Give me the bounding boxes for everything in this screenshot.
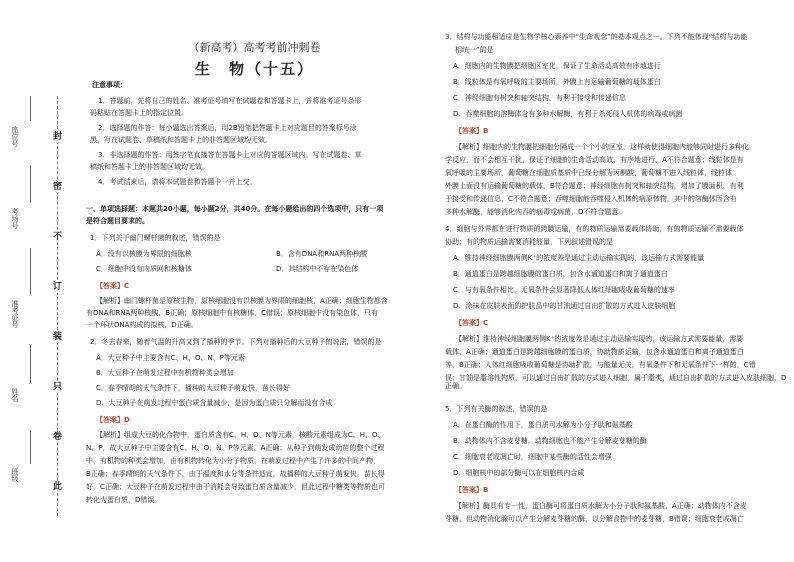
question-stem: 相统一”的是 bbox=[455, 46, 494, 54]
margin-field-seat bbox=[30, 96, 31, 121]
explanation-line: 外膜上面没有运输葡萄糖的载体，B符合题意；神经细胞有树突和轴突结构，增加了膜面积，有利 bbox=[445, 182, 744, 190]
explanation-line: 载体，A正确；通道蛋白是跨越细胞膜的蛋白质，协助物质运输，包含水通道蛋白和离子通道蛋白 bbox=[445, 348, 744, 356]
explanation-line: 氧呼吸的主要场所，葡萄糖在细胞质基质中已经分解为丙酮酸，葡萄糖不进入线粒体，线粒体 bbox=[445, 169, 732, 177]
explanation-line: 误；甘油是脂溶性物质，可以通过自由扩散的方式进入细胞，属于脂类，通过自由扩散的方式进入皮肤细胞，D正确。 bbox=[445, 374, 787, 391]
explanation-line: 中，有机物的种类会增加，由有机物转化为小分子物质，在萌发过程中产生了许多的中间产物， bbox=[86, 457, 380, 465]
option-a: A．在蛋白酶的作用下，蛋白质可水解为小分子肽和氨基酸 bbox=[453, 421, 633, 429]
option-a: A．大豆种子中主要含有C、H、O、N、P等元素 bbox=[96, 354, 245, 362]
notes-line: 码粘贴在答题卡上的指定位置。 bbox=[90, 109, 188, 117]
explanation-line: 好，C正确；大豆种子在萌发过程中由于消耗会导致蛋白质含量减少，但此过程中糖类等物质也可 bbox=[86, 483, 385, 491]
binding-dashed-line bbox=[57, 96, 58, 516]
option-a: A．细胞内的生物膜把细胞区室化，保证了生命活动高效有序地进行 bbox=[453, 62, 661, 70]
explanation-line: 【解析】维持神经细胞膜两侧K⁺的浓度差是通过主动运输实现的，该运输方式需要能量，需要 bbox=[455, 335, 744, 343]
explanation-line: 转化为蛋白质，D错误。 bbox=[86, 496, 162, 504]
margin-field-ticket bbox=[30, 248, 31, 294]
question-stem: 5．下列有关酶的叙述，错误的是 bbox=[445, 405, 548, 413]
explanation-line: 【解析】组成大豆的化合物中，蛋白质含有C、H、O、N等元素，核酸元素组成为C、H、O、 bbox=[96, 431, 385, 439]
question-stem: 3．结构与功能相适应是生物学核心素养中“生命观念”的基本观点之一。下列不能体现“结构与功能 bbox=[445, 33, 748, 41]
notes-line: 黑，写在试题卷、草稿纸和答题卡上的非答题区域均无效。 bbox=[90, 136, 272, 144]
answer: 【答案】B bbox=[455, 127, 489, 135]
option-a: A．没有以核膜为界限的细胞核 bbox=[96, 250, 192, 258]
margin-label-class: 班级 bbox=[11, 468, 19, 482]
notes-line: 3．非选择题的作答：用签字笔直接答在答题卡上对应的答题区域内。写在试题卷、草 bbox=[98, 151, 362, 159]
explanation-line: 【解析】幽门螺杆菌是原核生物，原核细胞没有以核膜为界限的细胞核，A正确；细胞生物都含 bbox=[96, 297, 388, 305]
option-c: C．细胞中没有内质网和核糖体 bbox=[96, 265, 192, 273]
option-b: B．大豆种子在萌发过程中有机物种类会增加 bbox=[96, 369, 234, 377]
explanation-line: 【解析】细胞内的生物膜把细胞分隔成一个个小的区室，这样就使得细胞内能够同时进行多种化 bbox=[455, 143, 749, 151]
margin-label-seat: 座位号 bbox=[11, 126, 19, 147]
option-d: D．涂抹在皮肤表面的护肤品中的甘油通过自由扩散的方式进入皮肤细胞 bbox=[453, 302, 676, 310]
notes-line: 2．选择题的作答：每小题选出答案后，用2B铅笔把答题卡上对应题目的答案标号涂 bbox=[98, 124, 357, 132]
option-b: B．含有DNA和RNA两种核酸 bbox=[276, 250, 368, 258]
section-heading: 是符合题目要求的。 bbox=[86, 217, 149, 225]
question-stem: 4．细胞与外界都在进行物质的跨膜运输，有的物质运输需要载体协助，有的物质运输不需要载体 bbox=[445, 225, 744, 233]
option-c: C．细胞衰老或凋亡时，细胞中某些酶的活性会增强 bbox=[453, 453, 612, 461]
margin-cut-char: 卷 bbox=[52, 432, 62, 442]
option-c: C．春季晴朗的天气条件下，播种的大豆种子萌发快，苗长得好 bbox=[96, 384, 290, 392]
explanation-line: N、P，故大豆种子中主要含有C、H、O、N、P等元素，A正确；从种子到萌发成幼苗的整个过程 bbox=[86, 444, 385, 452]
explanation-line: 一个环状DNA构成的拟核，D正确。 bbox=[86, 321, 198, 329]
margin-field-class bbox=[30, 430, 31, 464]
answer: 【答案】B bbox=[455, 486, 489, 494]
margin-field-name bbox=[30, 345, 31, 383]
option-b: B．通道蛋白是跨越细胞膜的蛋白质，包含水通道蛋白和离子通道蛋白 bbox=[453, 270, 668, 278]
margin-cut-char: 只 bbox=[52, 382, 62, 392]
explanation-line: 有DNA和RNA两种核酸，B正确；原核细胞中有核糖体，C错误；原核细胞中没有染色体，只有 bbox=[86, 309, 378, 317]
exam-subject-title: 生 物（十五） bbox=[194, 60, 314, 78]
margin-cut-char: 不 bbox=[52, 232, 62, 242]
question-stem: 1．下列关于幽门螺杆菌的叙述，错误的是 bbox=[90, 234, 221, 242]
option-d: D．细胞核中的部分酶可以在细胞核内合成 bbox=[453, 469, 585, 477]
option-c: C．与有氧条件相比，无氧条件会显著降低人体红细胞吸收葡萄糖的速率 bbox=[453, 286, 675, 294]
explanation-line: 多种水解酶，能够消化内吞的病毒或病菌，D不符合题意。 bbox=[445, 208, 626, 216]
option-d: D．大豆种子在萌发过程中蛋白质含量减少，是因为蛋白质只分解而没有合成 bbox=[96, 399, 333, 407]
option-b: B．动物体内不含麦芽糖，动物细胞也不能产生分解麦芽糖的酶 bbox=[453, 437, 647, 445]
notes-line: 稿纸和答题卡上的非答题区域均无效。 bbox=[90, 163, 209, 171]
explanation-line: 等，B正确；人体红细胞吸收葡萄糖是协助扩散，与能量无关，有氧条件下和无氧条件下一样的，C错 bbox=[445, 361, 756, 369]
exam-title: （新高考）高考考前冲刺卷 bbox=[188, 41, 321, 54]
option-b: B．线粒体是有氧呼吸的主要场所，外膜上有运输葡萄糖的载体蛋白 bbox=[453, 78, 661, 86]
margin-cut-char: 封 bbox=[52, 132, 62, 142]
option-d: D．吞噬细胞的溶酶体含有多种水解酶，有利于杀死侵入机体的病毒或病菌 bbox=[453, 110, 683, 118]
margin-cut-char: 装 bbox=[52, 332, 62, 342]
margin-field-room bbox=[30, 165, 31, 203]
margin-cut-char: 密 bbox=[52, 182, 62, 192]
margin-label-room: 考场号 bbox=[11, 208, 19, 229]
margin-cut-char: 此 bbox=[52, 482, 62, 492]
explanation-line: 【解析】酶具有专一性，蛋白酶可将蛋白质水解为小分子肽和氨基酸，A正确；动物体内不含麦 bbox=[455, 502, 747, 510]
option-d: D．其结构中不存在染色体 bbox=[276, 265, 359, 273]
section-heading: 一、单项选择题：本题共20小题，每小题2分，共40分。在每小题给出的四个选项中，只有一项 bbox=[86, 205, 384, 213]
margin-label-ticket: 准考证号 bbox=[11, 300, 19, 328]
explanation-line: 学反应，而不会相互干扰，保证了细胞的生命活动高效、有序地进行，A不符合题意；线粒体是有 bbox=[445, 156, 744, 164]
notes-heading: 注意事项： bbox=[92, 81, 127, 89]
option-a: A．维持神经细胞膜两侧K⁺的浓度差是通过主动运输实现的，该运输方式需要能量 bbox=[453, 254, 705, 262]
answer: 【答案】D bbox=[96, 416, 130, 424]
option-c: C．神经细胞有树突和轴突结构，有利于接受和传递信息 bbox=[453, 94, 626, 102]
explanation-line: 于接受和传递信息，C不符合题意；吞噬细胞能吞噬侵入机体的病原体物，其中的溶酶体因含有 bbox=[445, 195, 737, 203]
notes-line: 4．考试结束后，请将本试题卷和答题卡一并上交。 bbox=[98, 178, 257, 186]
question-stem: 协助；有的物质运输需要消耗能量，下列叙述错误的是 bbox=[445, 238, 613, 246]
margin-label-name: 姓名 bbox=[11, 388, 19, 402]
explanation-line: B正确；春季晴朗的天气条件下，由于温度和水分等条件适宜，故播种的大豆种子萌发快，苗长得 bbox=[86, 470, 385, 478]
answer: 【答案】C bbox=[96, 282, 130, 290]
explanation-line: 芽糖，但动物消化腺可以产生分解麦芽糖的酶，以分解食物中的麦芽糖，B错误；细胞衰老或凋亡 bbox=[445, 515, 744, 523]
notes-line: 1．答题前，先将自己的姓名、准考证号填写在试题卷和答题卡上，并将准考证号条形 bbox=[98, 97, 362, 105]
answer: 【答案】C bbox=[455, 319, 489, 327]
margin-cut-char: 订 bbox=[52, 282, 62, 292]
binding-margin bbox=[0, 0, 78, 562]
question-stem: 2．冬去春来，随着气温的升高又到了播种的季节。下列对播种后的大豆种子的说法，错误的是 bbox=[90, 338, 382, 346]
